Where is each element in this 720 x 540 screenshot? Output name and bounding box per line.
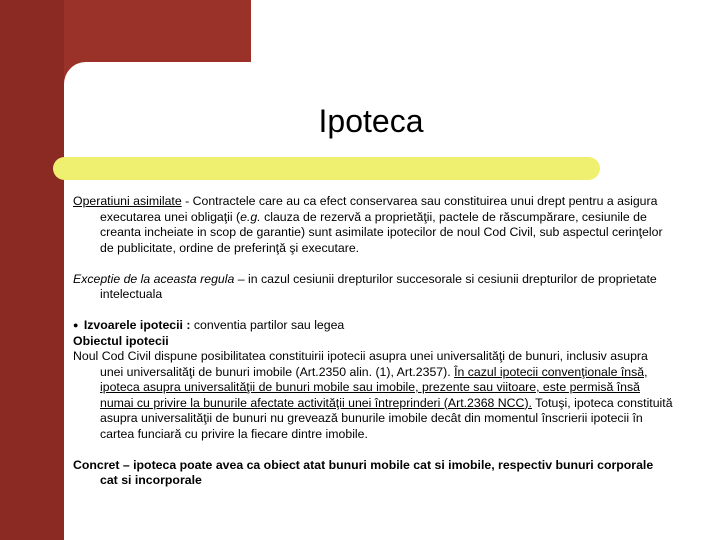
heading-obiectul-ipotecii: Obiectul ipotecii <box>73 333 169 348</box>
paragraph-text: Totuşi, ipoteca constituită asupra universalităţii de bunuri nu grevează bunurile imobile decât din momentul înscrierii ipotecii în cartea funciară cu privire la fiecare dintre imobile. <box>100 395 673 441</box>
paragraph-lead: Exceptie de la aceasta regula <box>73 271 235 286</box>
paragraph-lead: Operatiuni asimilate <box>73 194 182 208</box>
paragraph-text: - Contractele care au ca efect conservarea sau constituirea unui drept pentru a asigura executarea unei obligaţii ( <box>100 194 658 224</box>
paragraph-operatiuni-asimilate <box>73 194 673 256</box>
paragraph-underlined-text: În cazul ipotecii convenţionale însă, ipoteca asupra universalităţii de bunuri mobile sau imobile, prezente sau viitoare, este permisă însă numai cu privire la bunurile afectate activităţii unei întreprinderi (Art.2368 NCC). <box>100 364 648 410</box>
paragraph-text: Noul Cod Civil dispune posibilitatea constituirii ipotecii asupra unei universalităţi de bunuri, inclusiv asupra unei universalităţi de bunuri imobile (Art.2350 alin. (1), Art.2357). <box>73 349 648 379</box>
paragraph-eg: e.g. <box>240 209 261 224</box>
paragraph-text: conventia partilor sau legea <box>190 318 345 332</box>
paragraph-lead: Izvoarele ipotecii : <box>83 318 191 332</box>
paragraph-text: clauza de rezervă a proprietăţii, pactele de răscumpărare, cesiunile de creanta incheiate in scop de garantie) sunt asimilate ipotecilor de noul Cod Civil, sub aspectul cerinţelor de publicitate, ordine de preferinţă şi executare. <box>100 209 663 255</box>
slide-body <box>73 194 673 489</box>
slide-title: Ipoteca <box>318 103 424 139</box>
paragraph-izvoarele <box>73 318 673 334</box>
bullet-icon: ● <box>73 320 79 330</box>
paragraph-concret: Concret – ipoteca poate avea ca obiect atat bunuri mobile cat si imobile, respectiv bunuri corporale cat si incorporale <box>73 457 654 487</box>
paragraph-exceptie <box>73 272 673 303</box>
paragraph-noul-cod-civil <box>73 349 673 442</box>
title-underline-bar <box>53 157 600 180</box>
paragraph-text: – in cazul cesiunii drepturilor succesorale si cesiunii drepturilor de proprietate intelectuala <box>100 271 657 301</box>
